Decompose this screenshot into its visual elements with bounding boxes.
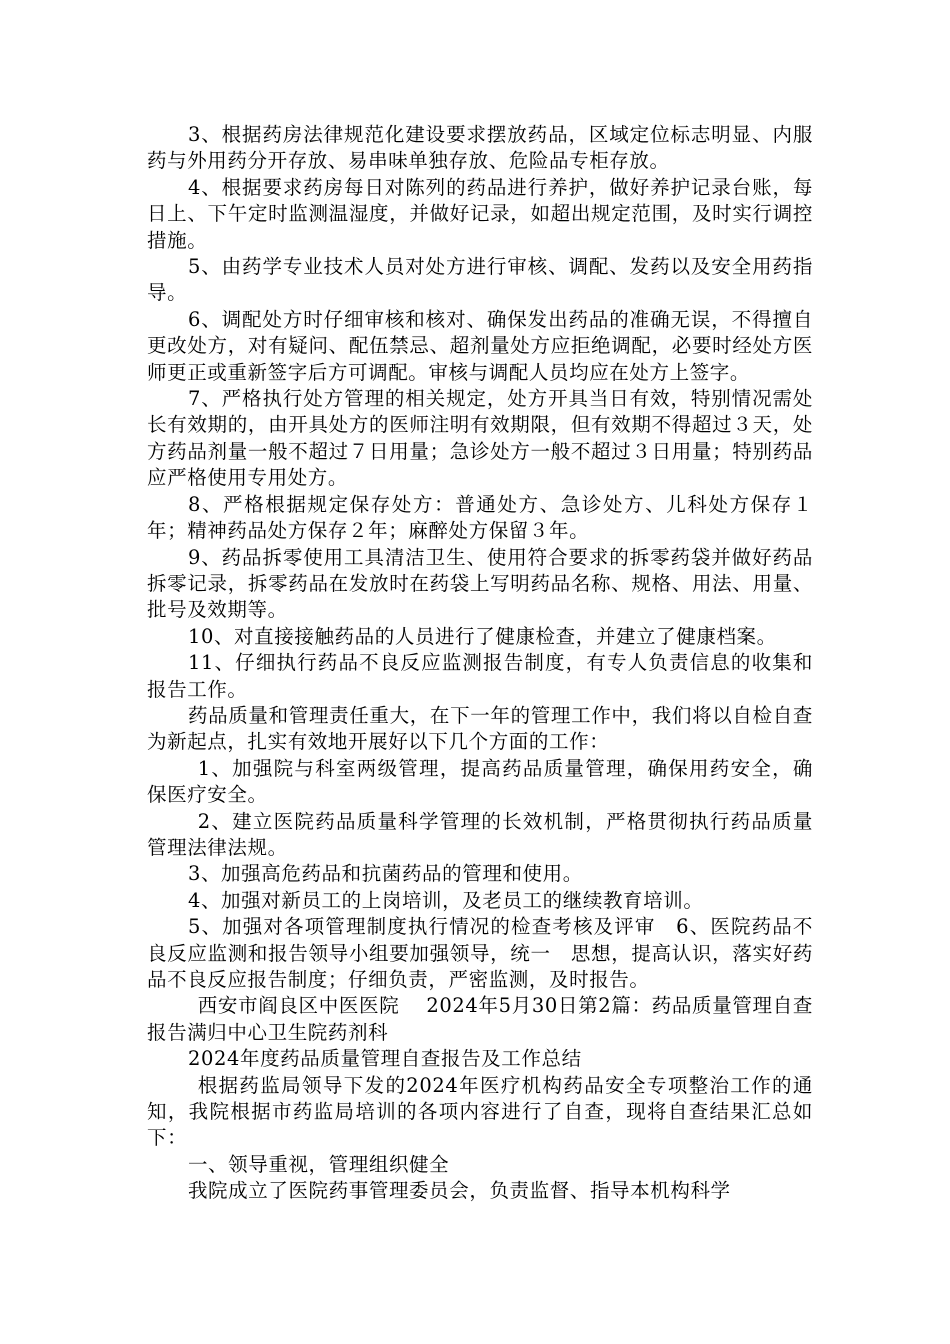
paragraph: 我院成立了医院药事管理委员会，负责监督、指导本机构科学	[187, 1179, 731, 1203]
paragraph: 3、根据药房法律规范化建设要求摆放药品，区域定位标志明显、内服药与外用药分开存放、易串味单独存放、危险品专柜存放。	[147, 123, 813, 173]
paragraph: 8、严格根据规定保存处方：普通处方、急诊处方、儿科处方保存１年；精神药品处方保存２年；麻醉处方保留３年。	[147, 492, 813, 543]
section-heading: 一、领导重视，管理组织健全	[187, 1152, 450, 1176]
paragraph: 药品质量和管理责任重大，在下一年的管理工作中，我们将以自检自查为新起点，扎实有效地开展好以下几个方面的工作：	[147, 703, 813, 754]
paragraph: 根据药监局领导下发的2024年医疗机构药品安全专项整治工作的通知，我院根据市药监局培训的各项内容进行了自查，现将自查结果汇总如下：	[147, 1073, 813, 1150]
paragraph: 4、根据要求药房每日对陈列的药品进行养护，做好养护记录台账，每日上、下午定时监测温湿度，并做好记录，如超出规定范围，及时实行调控措施。	[147, 175, 813, 252]
paragraph: 2、建立医院药品质量科学管理的长效机制，严格贯彻执行药品质量管理法律法规。	[147, 809, 813, 859]
paragraph: 5、加强对各项管理制度执行情况的检查考核及评审 6、医院药品不良反应监测和报告领导小组要加强领导，统一 思想，提高认识，落实好药品不良反应报告制度；仔细负责，严密监测，及时报告。	[147, 915, 813, 991]
paragraph: 6、调配处方时仔细审核和核对、确保发出药品的准确无误，不得擅自更改处方，对有疑问、配伍禁忌、超剂量处方应拒绝调配，必要时经处方医师更正或重新签字后方可调配。审核与调配人员均应在处方上签字。	[147, 307, 813, 384]
paragraph: 5、由药学专业技术人员对处方进行审核、调配、发药以及安全用药指导。	[147, 255, 813, 305]
paragraph: 11、仔细执行药品不良反应监测报告制度，有专人负责信息的收集和报告工作。	[147, 651, 813, 701]
paragraph: 7、严格执行处方管理的相关规定，处方开具当日有效，特别情况需处长有效期的，由开具处方的医师注明有效期限，但有效期不得超过３天，处方药品剂量一般不超过７日用量；急诊处方一般不超过３日用量；特别药品应严格使用专用处方。	[147, 387, 813, 490]
document-body	[147, 122, 813, 1205]
paragraph: 9、药品拆零使用工具清洁卫生、使用符合要求的拆零药袋并做好药品拆零记录，拆零药品在发放时在药袋上写明药品名称、规格、用法、用量、批号及效期等。	[147, 545, 813, 622]
paragraph: 1、加强院与科室两级管理，提高药品质量管理，确保用药安全，确保医疗安全。	[147, 756, 813, 807]
paragraph: 10、对直接接触药品的人员进行了健康检查，并建立了健康档案。	[187, 624, 777, 648]
paragraph: 2024年度药品质量管理自查报告及工作总结	[187, 1047, 582, 1071]
paragraph: 4、加强对新员工的上岗培训，及老员工的继续教育培训。	[187, 888, 704, 912]
paragraph: 西安市阎良区中医医院 2024年5月30日第2篇：药品质量管理自查报告满归中心卫生院药剂科	[147, 994, 813, 1044]
paragraph: 3、加强高危药品和抗菌药品的管理和使用。	[187, 862, 583, 886]
